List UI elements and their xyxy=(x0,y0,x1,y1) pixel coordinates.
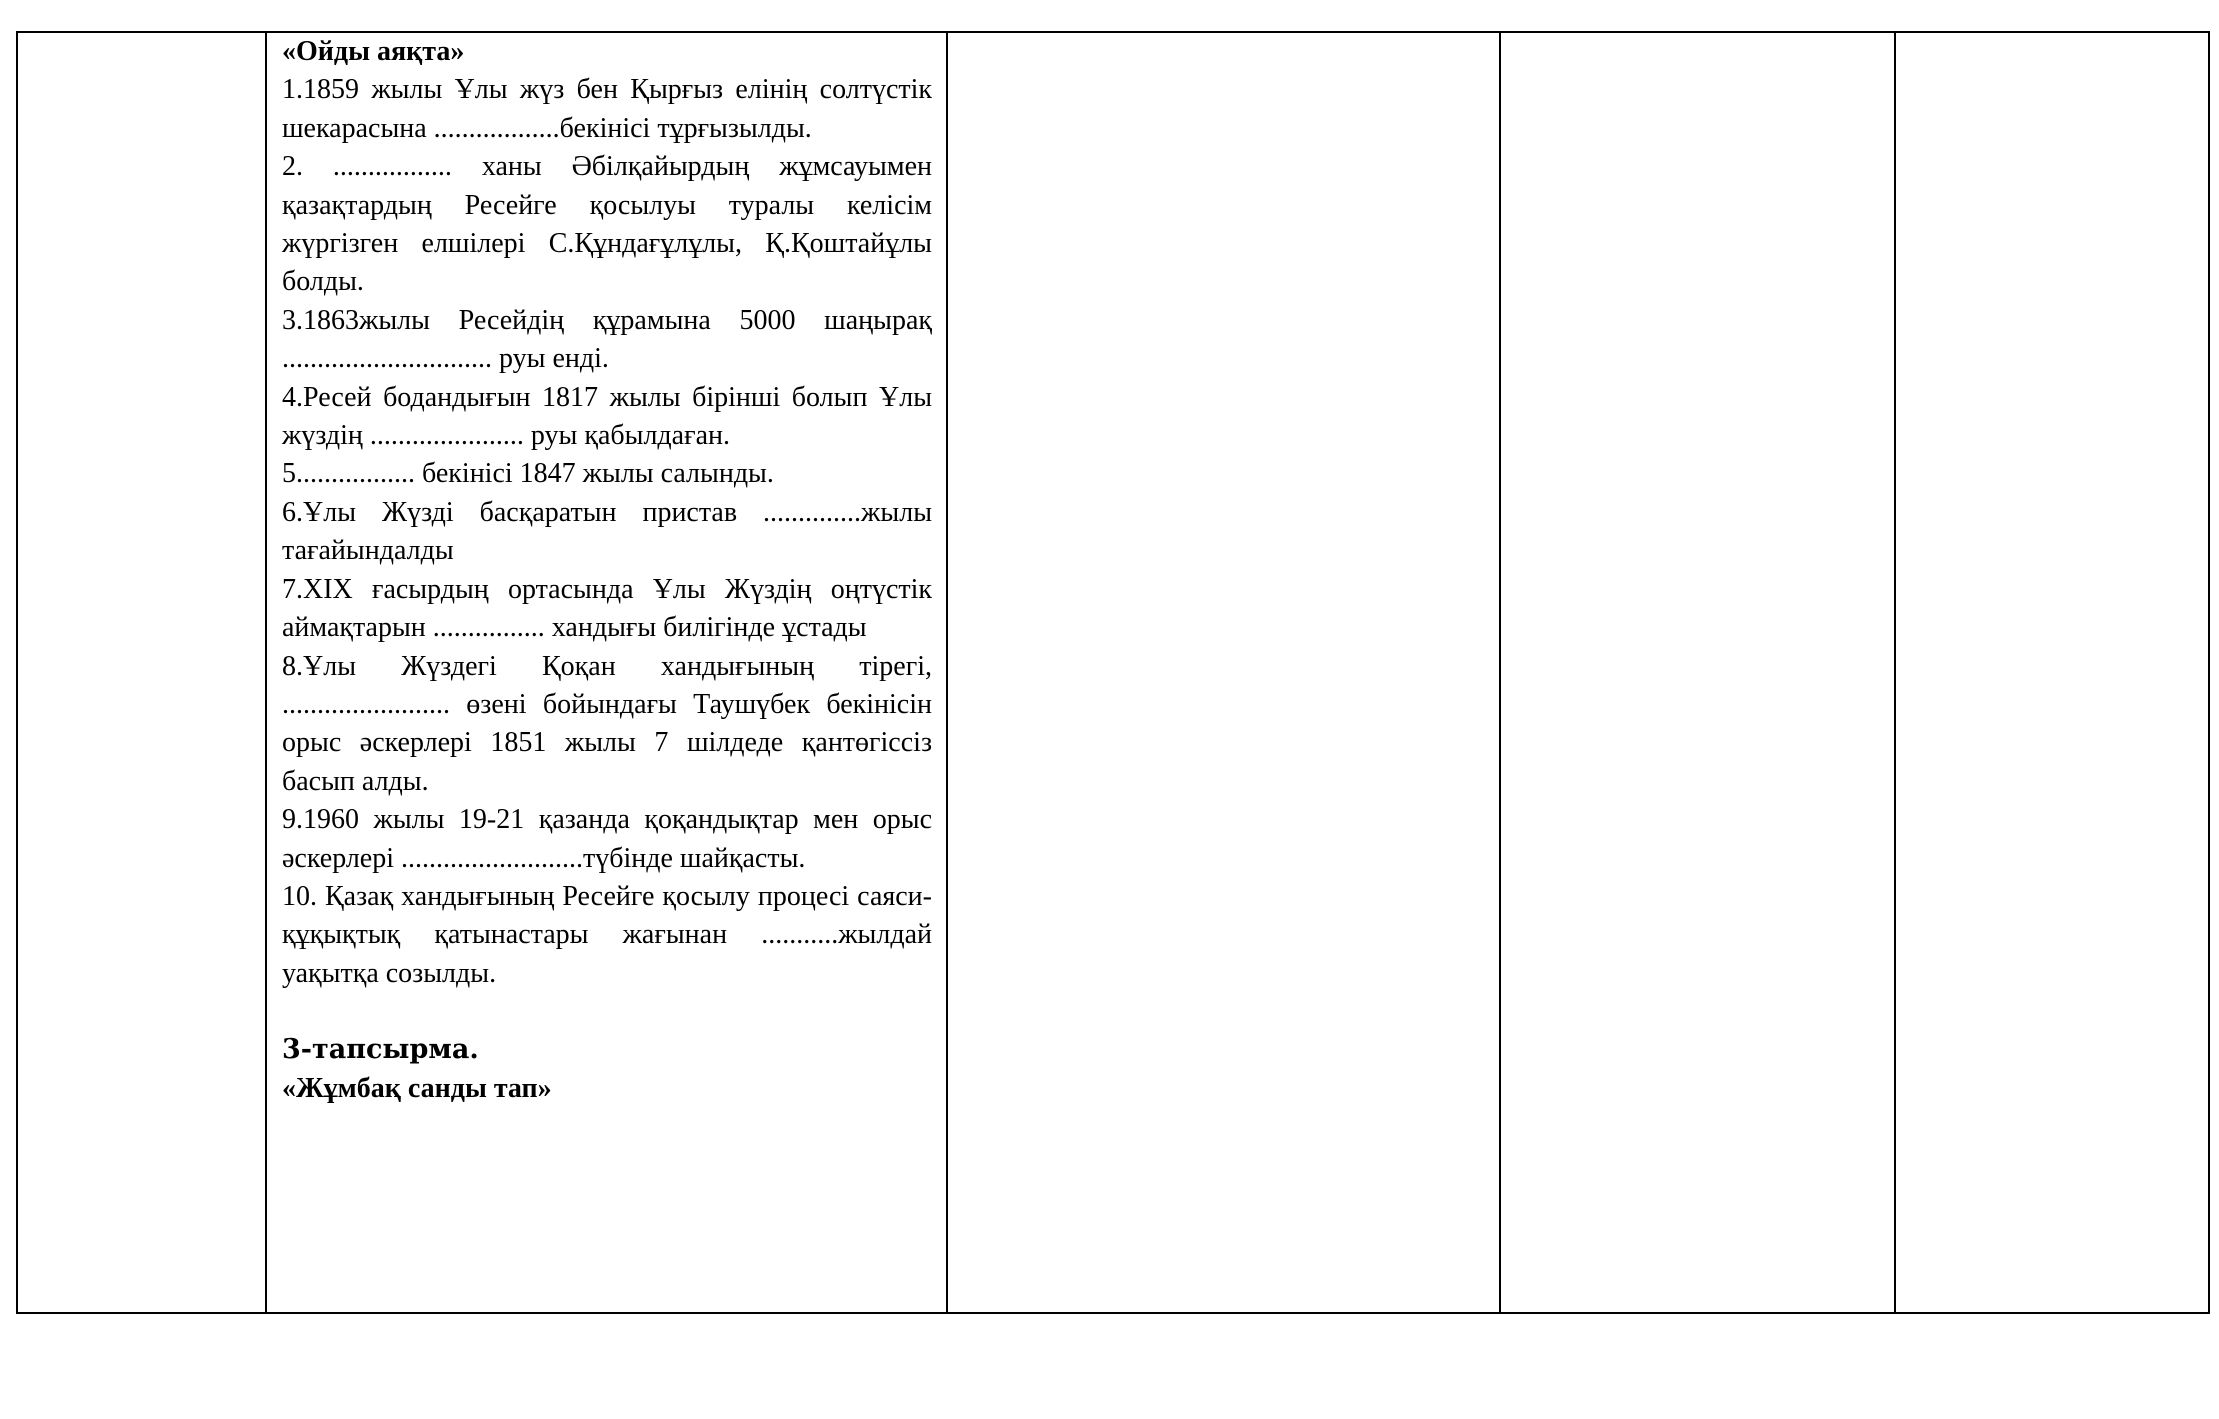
activities-text xyxy=(267,33,946,1108)
exercise-title: «Ойды аяқта» xyxy=(282,36,465,67)
exercise-item: 2. ................. ханы Әбілқайырдың жұмсауымен қазақтардың Ресейге қосылуы туралы келісім жүргізген елшілері С.Құндағұлұлы, Қ.Қоштайұлы болды. xyxy=(282,151,932,298)
task-title: «Жұмбақ санды тап» xyxy=(282,1072,552,1104)
table-cell-stage xyxy=(17,32,266,1313)
exercise-item: 5................. бекінісі 1847 жылы салынды. xyxy=(282,458,774,490)
exercise-item: 8.Ұлы Жүздегі Қоқан хандығының тірегі, ........................ өзені бойындағы Таушүбек бекінісін орыс әскерлері 1851 жылы 7 шілдеде қантөгіссіз басып алды. xyxy=(282,650,932,797)
exercise-item: 4.Ресей бодандығын 1817 жылы бірінші болып Ұлы жүздің ...................... руы қабылдаған. xyxy=(282,381,932,452)
table-cell-4 xyxy=(1500,32,1895,1313)
exercise-item: 9.1960 жылы 19-21 қазанда қоқандықтар мен орыс әскерлері ..........................түбінде шайқасты. xyxy=(282,804,932,874)
table-cell-activities xyxy=(266,32,947,1313)
spacer xyxy=(282,993,932,1031)
exercise-item: 1.1859 жылы Ұлы жүз бен Қырғыз елінің солтүстік шекарасына ..................бекінісі тұрғызылды. xyxy=(282,74,932,144)
lesson-plan-table xyxy=(16,31,2210,1314)
exercise-item: 10. Қазақ хандығының Ресейге қосылу процесі саяси-құқықтық қатынастары жағынан ...........жылдай уақытқа созылды. xyxy=(282,880,932,989)
exercise-item: 7.XIX ғасырдың ортасында Ұлы Жүздің оңтүстік аймақтарын ................ хандығы билігінде ұстады xyxy=(282,573,932,644)
exercise-item: 3.1863жылы Ресейдің құрамына 5000 шаңырақ .............................. руы енді. xyxy=(282,304,932,375)
table-cell-5 xyxy=(1895,32,2209,1313)
task-heading: 3-тапсырма. xyxy=(282,1034,479,1066)
table-cell-3 xyxy=(947,32,1500,1313)
table-row xyxy=(17,32,2209,1313)
exercise-item: 6.Ұлы Жүзді басқаратын пристав ..............жылы тағайындалды xyxy=(282,496,932,567)
